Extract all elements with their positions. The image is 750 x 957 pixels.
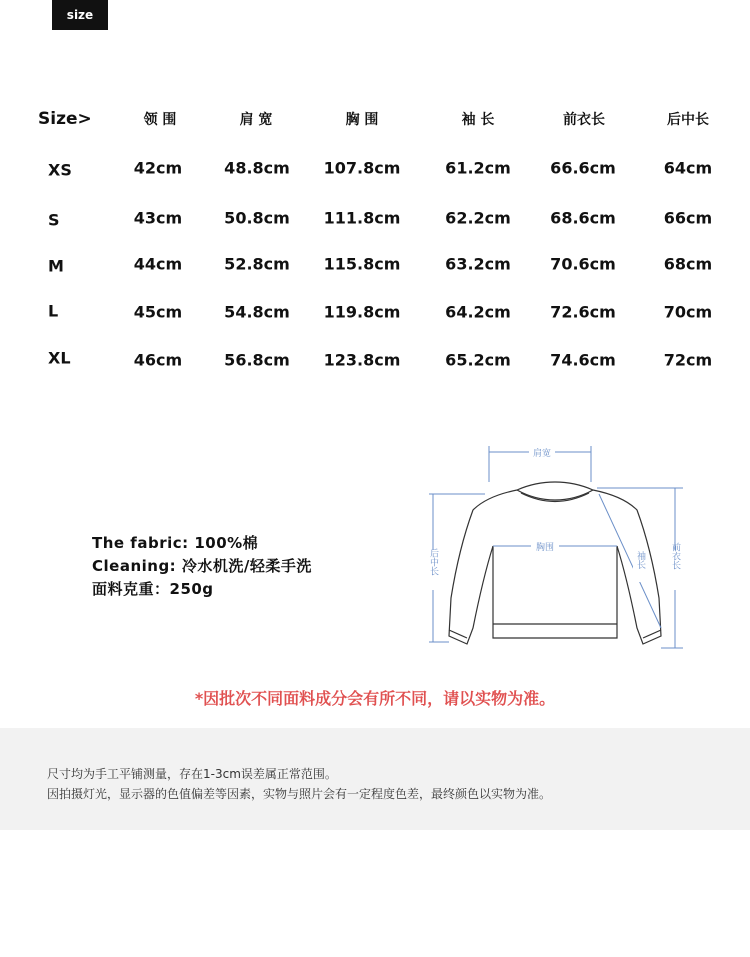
table-cell: 52.8cm xyxy=(224,254,290,274)
table-cell: 119.8cm xyxy=(323,302,401,322)
table-cell: 111.8cm xyxy=(323,208,401,228)
size-tag: size xyxy=(52,0,108,30)
table-cell: 54.8cm xyxy=(224,302,290,322)
table-cell: 64.2cm xyxy=(445,302,511,322)
sleeve-label: 袖长 xyxy=(635,551,645,569)
table-cell: 63.2cm xyxy=(445,254,511,274)
fabric-line: The fabric: 100%棉 xyxy=(92,534,259,552)
fabric-info xyxy=(92,532,312,601)
table-cell: 115.8cm xyxy=(323,254,401,274)
table-cell: 74.6cm xyxy=(550,350,616,370)
table-cell: 61.2cm xyxy=(445,158,511,178)
sweatshirt-illustration xyxy=(425,438,695,658)
table-cell: 42cm xyxy=(133,158,183,178)
table-cell: 70.6cm xyxy=(550,254,616,274)
header-chest: 胸 围 xyxy=(345,112,379,128)
table-cell: 66.6cm xyxy=(550,158,616,178)
header-size: Size> xyxy=(38,109,92,129)
table-cell: 62.2cm xyxy=(445,208,511,228)
disclaimer-line: 尺寸均为手工平铺测量，存在1-3cm误差属正常范围。 xyxy=(47,767,337,781)
table-cell: 68cm xyxy=(663,254,713,274)
table-cell: 66cm xyxy=(663,208,713,228)
table-cell: 48.8cm xyxy=(224,158,290,178)
disclaimer-line: 因拍摄灯光，显示器的色值偏差等因素，实物与照片会有一定程度色差，最终颜色以实物为准。 xyxy=(47,787,552,801)
table-cell: 56.8cm xyxy=(224,350,290,370)
table-cell: 45cm xyxy=(133,302,183,322)
table-cell: 46cm xyxy=(133,350,183,370)
header-collar: 领 围 xyxy=(143,112,177,128)
back-length-label: 后中长 xyxy=(428,548,438,576)
shoulder-label: 肩宽 xyxy=(532,449,552,459)
table-cell: 107.8cm xyxy=(323,158,401,178)
chest-label: 胸围 xyxy=(535,543,555,553)
table-cell: 43cm xyxy=(133,208,183,228)
row-size-label: XL xyxy=(48,348,71,368)
row-size-label: L xyxy=(48,301,59,321)
table-cell: 72cm xyxy=(663,350,713,370)
sweatshirt-diagram xyxy=(425,438,695,658)
weight-line: 面料克重：250g xyxy=(92,580,214,598)
table-cell: 44cm xyxy=(133,254,183,274)
table-cell: 64cm xyxy=(663,158,713,178)
header-front-length: 前衣长 xyxy=(563,112,605,128)
row-size-label: M xyxy=(48,256,64,276)
table-cell: 50.8cm xyxy=(224,208,290,228)
cleaning-line: Cleaning: 冷水机洗/轻柔手洗 xyxy=(92,557,312,575)
header-shoulder: 肩 宽 xyxy=(239,112,273,128)
disclaimer-panel xyxy=(0,728,750,830)
header-sleeve: 袖 长 xyxy=(461,112,495,128)
table-cell: 65.2cm xyxy=(445,350,511,370)
table-cell: 123.8cm xyxy=(323,350,401,370)
batch-note: *因批次不同面料成分会有所不同，请以实物为准。 xyxy=(194,689,556,708)
table-cell: 70cm xyxy=(663,302,713,322)
table-cell: 68.6cm xyxy=(550,208,616,228)
header-back-length: 后中长 xyxy=(667,112,709,128)
table-cell: 72.6cm xyxy=(550,302,616,322)
row-size-label: XS xyxy=(48,160,72,180)
front-length-label: 前衣长 xyxy=(670,542,680,570)
row-size-label: S xyxy=(48,210,60,230)
